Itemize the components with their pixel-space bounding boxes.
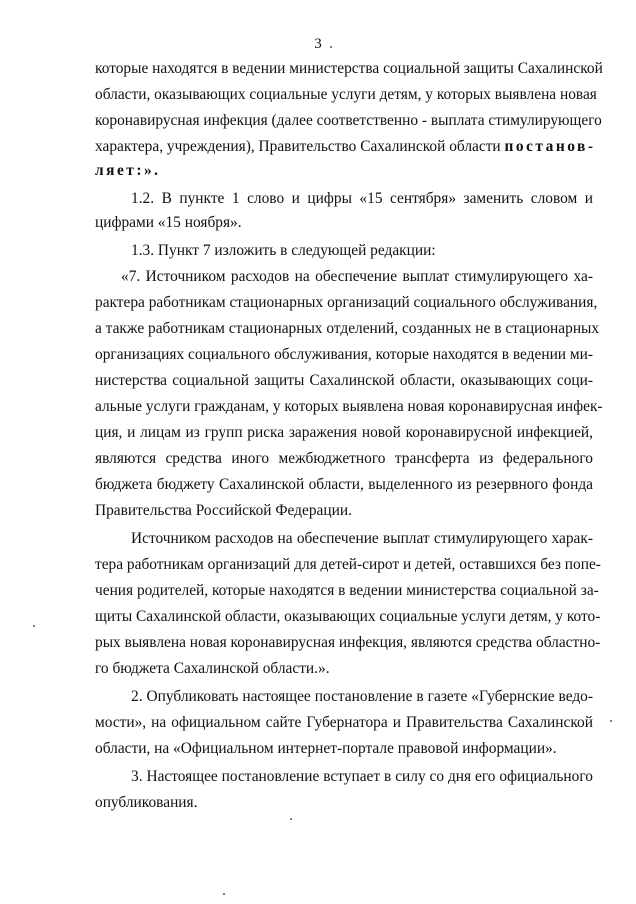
emphasized-word: постанов- xyxy=(504,138,596,155)
text-line: го бюджета Сахалинской области.». xyxy=(95,660,330,677)
text-line: рактера работникам стационарных организаций социального обслуживания, xyxy=(95,294,598,311)
text-line: опубликования. xyxy=(95,794,198,811)
text-line-with-emphasis xyxy=(95,136,596,158)
text-line: являются средства иного межбюджетного трансферта из федерального xyxy=(95,450,593,467)
text-line: области, на «Официальном интернет-портале правовой информации». xyxy=(95,740,557,757)
text-line: Правительства Российской Федерации. xyxy=(95,502,352,519)
text-line: 2. Опубликовать настоящее постановление в газете «Губернские ведо- xyxy=(131,688,593,705)
text-line: тера работникам организаций для детей-сирот и детей, оставшихся без попе- xyxy=(95,556,601,573)
text-line: бюджета бюджету Сахалинской области, выделенного из резервного фонда xyxy=(95,476,593,493)
text-line: 1.3. Пункт 7 изложить в следующей редакции: xyxy=(131,242,436,259)
text-line: характера, учреждения), Правительство Сахалинской области xyxy=(95,138,501,155)
text-line: рых выявлена новая коронавирусная инфекция, являются средства областно- xyxy=(95,634,601,651)
text-line: альные услуги гражданам, у которых выявлена новая коронавирусная инфек- xyxy=(95,398,603,415)
text-line: «7. Источником расходов на обеспечение выплат стимулирующего ха- xyxy=(121,268,593,285)
text-line: области, оказывающих социальные услуги детям, у которых выявлена новая xyxy=(95,86,597,103)
scan-speck xyxy=(290,818,292,820)
text-line: чения родителей, которые находятся в ведении министерства социальной за- xyxy=(95,582,599,599)
text-line: 1.2. В пункте 1 слово и цифры «15 сентября» заменить словом и xyxy=(131,190,593,207)
scan-speck xyxy=(223,893,225,895)
text-line: ция, и лицам из групп риска заражения новой коронавирусной инфекцией, xyxy=(95,424,593,441)
scan-speck xyxy=(33,625,35,627)
text-line: коронавирусная инфекция (далее соответственно - выплата стимулирующего xyxy=(95,112,602,129)
text-line: мости», на официальном сайте Губернатора и Правительства Сахалинской xyxy=(95,714,593,731)
text-line: цифрами «15 ноября». xyxy=(95,214,242,231)
scan-speck xyxy=(610,720,612,722)
text-line: 3. Настоящее постановление вступает в силу со дня его официального xyxy=(131,768,593,785)
page-number: 3 xyxy=(314,36,322,52)
scan-speck xyxy=(330,46,332,48)
text-line: организациях социального обслуживания, которые находятся в ведении ми- xyxy=(95,346,593,363)
text-line: которые находятся в ведении министерства социальной защиты Сахалинской xyxy=(95,60,603,77)
emphasized-word-continuation xyxy=(95,160,593,182)
text-line: щиты Сахалинской области, оказывающих социальные услуги детям, у кото- xyxy=(95,608,601,625)
emphasized-word: ляет:». xyxy=(95,162,161,179)
text-line: нистерства социальной защиты Сахалинской области, оказывающих соци- xyxy=(95,372,593,389)
text-line: а также работникам стационарных отделений, созданных не в стационарных xyxy=(95,320,600,337)
text-line: Источником расходов на обеспечение выплат стимулирующего харак- xyxy=(131,530,593,547)
